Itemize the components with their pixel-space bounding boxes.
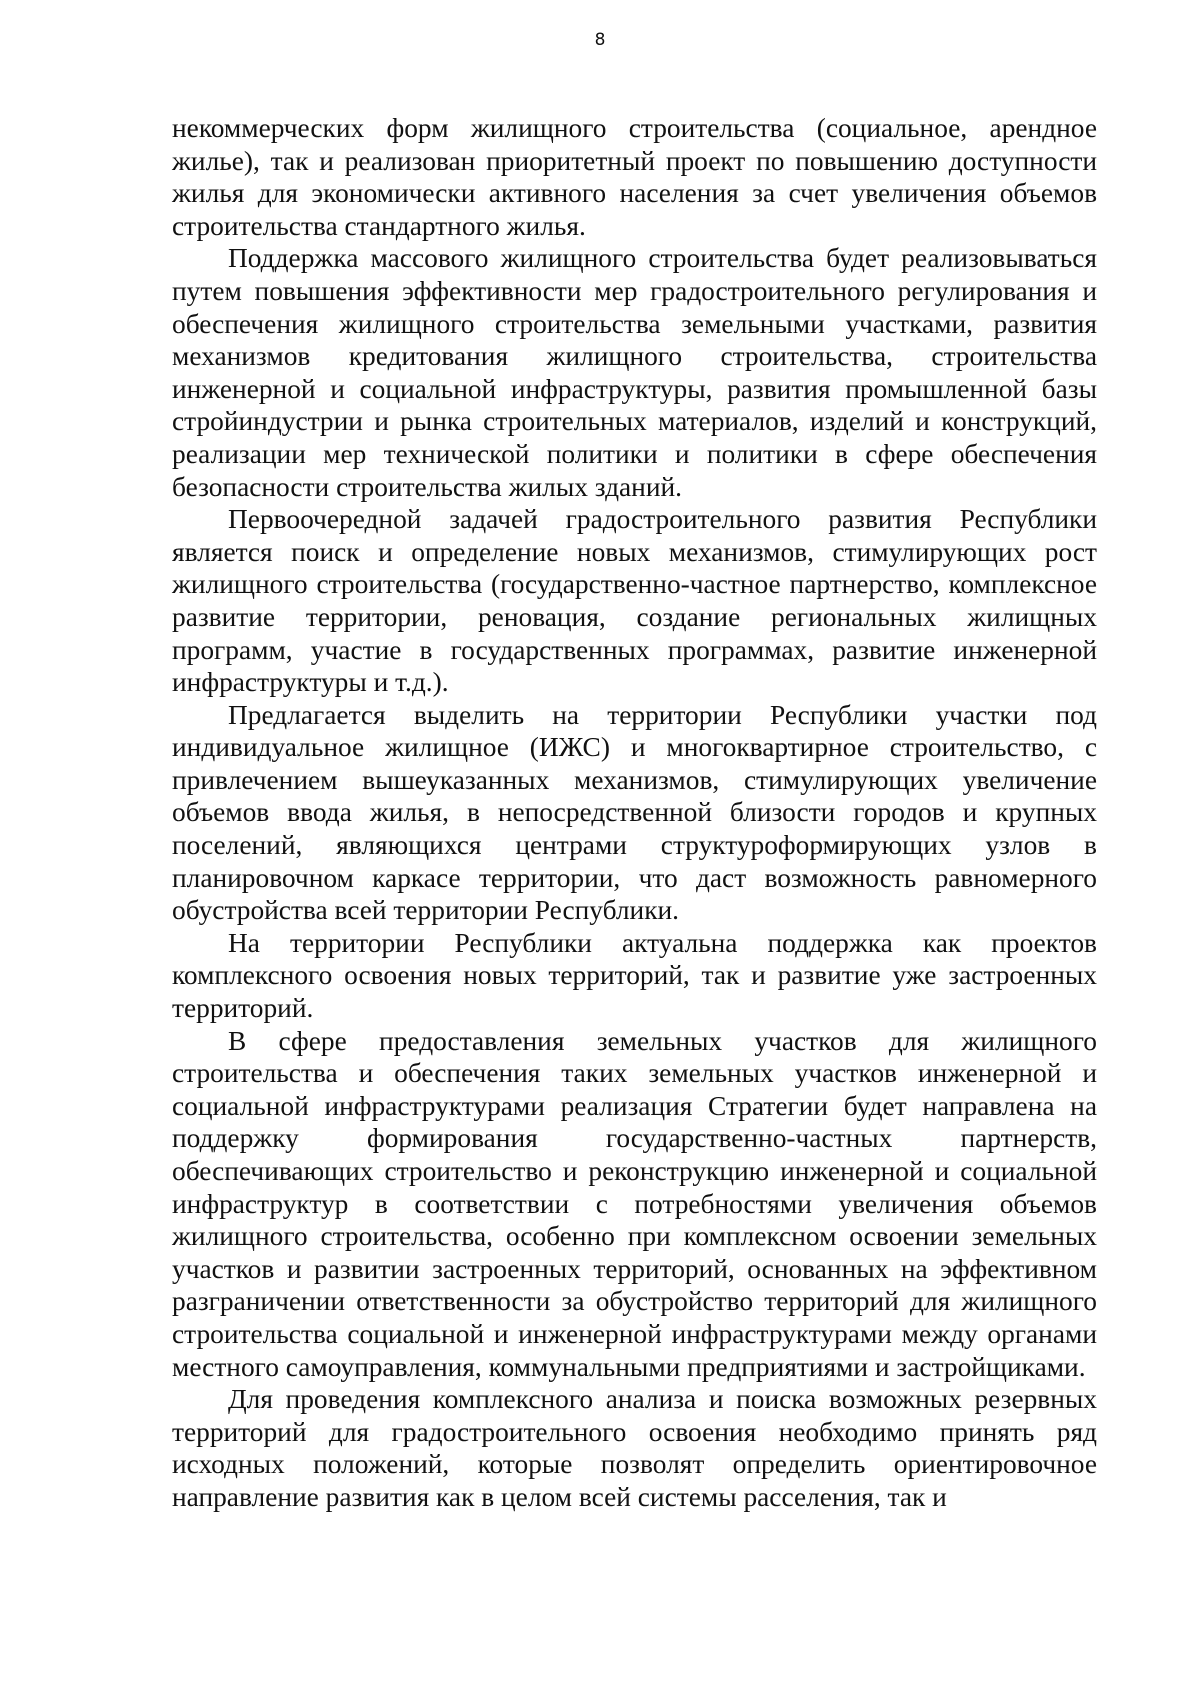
- paragraph: Предлагается выделить на территории Республики участки под индивидуальное жилищное (ИЖС) и многоквартирное строительство, с привлечением вышеуказанных механизмов, стимулирующих увеличение объемов ввода жилья, в непосредственной близости городов и крупных поселений, являющихся центрами структуроформирующих узлов в планировочном каркасе территории, что даст возможность равномерного обустройства всей территории Республики.: [172, 699, 1097, 926]
- page-number: 8: [594, 30, 606, 50]
- paragraph: Первоочередной задачей градостроительного развития Республики является поиск и определение новых механизмов, стимулирующих рост жилищного строительства (государственно-частное партнерство, комплексное развитие территории, реновация, создание региональных жилищных программ, участие в государственных программах, развитие инженерной инфраструктуры и т.д.).: [172, 504, 1097, 698]
- paragraph: Для проведения комплексного анализа и поиска возможных резервных территорий для градостроительного освоения необходимо принять ряд исходных положений, которые позволят определить ориентировочное направление развития как в целом всей системы расселения, так и: [172, 1384, 1097, 1512]
- document-body: [172, 112, 1097, 1514]
- paragraph: На территории Республики актуальна поддержка как проектов комплексного освоения новых территорий, так и развитие уже застроенных территорий.: [172, 927, 1097, 1024]
- paragraph: Поддержка массового жилищного строительства будет реализовываться путем повышения эффективности мер градостроительного регулирования и обеспечения жилищного строительства земельными участками, развития механизмов кредитования жилищного строительства, строительства инженерной и социальной инфраструктуры, развития промышленной базы стройиндустрии и рынка строительных материалов, изделий и конструкций, реализации мер технической политики и политики в сфере обеспечения безопасности строительства жилых зданий.: [172, 243, 1097, 502]
- paragraph-continuation: некоммерческих форм жилищного строительства (социальное, арендное жилье), так и реализован приоритетный проект по повышению доступности жилья для экономически активного населения за счет увеличения объемов строительства стандартного жилья.: [172, 113, 1097, 241]
- paragraph: В сфере предоставления земельных участков для жилищного строительства и обеспечения таких земельных участков инженерной и социальной инфраструктурами реализация Стратегии будет направлена на поддержку формирования государственно-частных партнерств, обеспечивающих строительство и реконструкцию инженерной и социальной инфраструктур в соответствии с потребностями увеличения объемов жилищного строительства, особенно при комплексном освоении земельных участков и развитии застроенных территорий, основанных на эффективном разграничении ответственности за обустройство территорий для жилищного строительства социальной и инженерной инфраструктурами между органами местного самоуправления, коммунальными предприятиями и застройщиками.: [172, 1025, 1097, 1382]
